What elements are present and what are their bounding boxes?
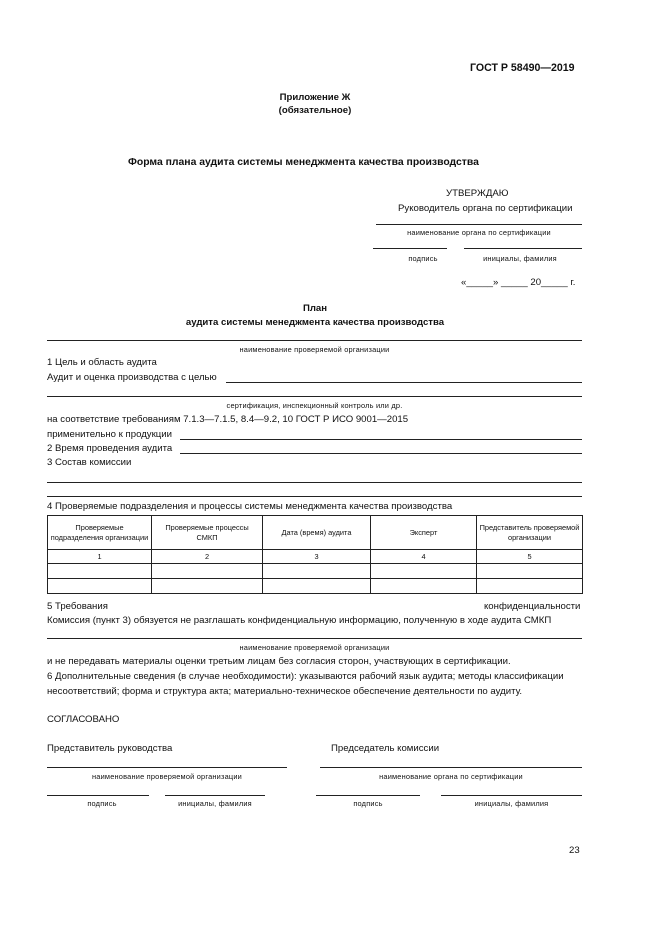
section-2-title: 2 Время проведения аудита <box>47 443 173 454</box>
agreed-left-sign-line <box>47 795 149 796</box>
agreed-right-sign-caption: подпись <box>353 799 383 808</box>
table-header-cell: Представитель проверяемой организации <box>477 516 583 550</box>
plan-subtitle: аудита системы менеджмента качества производства <box>185 317 445 328</box>
approve-sign-caption: подпись <box>408 254 438 263</box>
page-number: 23 <box>569 845 580 856</box>
agreed-left-sign-caption: подпись <box>87 799 117 808</box>
agreed-right-caption: наименование органа по сертификации <box>379 772 523 781</box>
approve-org-caption: наименование органа по сертификации <box>407 228 551 237</box>
agreed-left-name-caption: инициалы, фамилия <box>178 799 252 808</box>
agreed-right-name-line <box>441 795 582 796</box>
agreed-label: СОГЛАСОВАНО <box>47 714 120 725</box>
form-title: Форма плана аудита системы менеджмента качества производства <box>128 157 479 168</box>
section-1-title: 1 Цель и область аудита <box>47 357 157 368</box>
section-1-compliance: на соответствие требованиям 7.1.3—7.1.5, 8.4—9.2, 10 ГОСТ Р ИСО 9001—2015 <box>47 414 409 425</box>
approve-name-caption: инициалы, фамилия <box>483 254 557 263</box>
approve-sign-line <box>373 248 447 249</box>
table-row <box>48 579 583 594</box>
section-1-product-line <box>180 439 582 440</box>
agreed-left-role: Представитель руководства <box>47 743 173 754</box>
table-cell <box>263 564 371 579</box>
section-1-purpose-line <box>226 382 582 383</box>
section-1-purpose-line-2 <box>47 396 582 397</box>
table-cell <box>263 579 371 594</box>
agreed-right-org-line <box>320 767 582 768</box>
appendix-subtitle: (обязательное) <box>278 105 352 116</box>
appendix-title: Приложение Ж <box>279 92 351 103</box>
table-row <box>48 564 583 579</box>
section-2-line <box>180 453 582 454</box>
table-header-cell: Дата (время) аудита <box>263 516 371 550</box>
section-5-text: Комиссия (пункт 3) обязуется не разглашать конфиденциальную информацию, полученную в ходе аудита СМКП <box>47 615 552 626</box>
agreed-right-role: Председатель комиссии <box>331 743 440 754</box>
agreed-right-sign-line <box>316 795 420 796</box>
table-cell <box>477 579 583 594</box>
section-6-line-1: 6 Дополнительные сведения (в случае необходимости): указываются рабочий язык аудита; методы классификации <box>47 671 564 682</box>
section-1-text: Аудит и оценка производства с целью <box>47 372 217 383</box>
section-3-line-1 <box>47 482 582 483</box>
plan-org-line <box>47 340 582 341</box>
agreed-right-name-caption: инициалы, фамилия <box>474 799 549 808</box>
document-code: ГОСТ Р 58490—2019 <box>470 62 575 74</box>
section-5-word: конфиденциальности <box>484 601 581 612</box>
table-header-cell: Эксперт <box>371 516 477 550</box>
approve-name-line <box>464 248 582 249</box>
table-cell <box>48 579 152 594</box>
table-cell <box>152 564 263 579</box>
table-number-cell: 2 <box>152 550 263 564</box>
table-cell <box>152 579 263 594</box>
table-number-cell: 1 <box>48 550 152 564</box>
table-number-cell: 3 <box>263 550 371 564</box>
table-number-cell: 5 <box>477 550 583 564</box>
section-3-line-2 <box>47 496 582 497</box>
section-5-org-line <box>47 638 582 639</box>
table-number-cell: 4 <box>371 550 477 564</box>
agreed-left-caption: наименование проверяемой организации <box>92 772 242 781</box>
table-cell <box>48 564 152 579</box>
approve-role: Руководитель органа по сертификации <box>398 203 573 214</box>
plan-org-caption: наименование проверяемой организации <box>239 345 390 354</box>
table-cell <box>477 564 583 579</box>
section-1-product: применительно к продукции <box>47 429 172 440</box>
agreed-left-name-line <box>165 795 265 796</box>
approve-date: «_____» _____ 20_____ г. <box>461 277 576 288</box>
table-header-cell: Проверяемые процессы СМКП <box>152 516 263 550</box>
section-1-caption: сертификация, инспекционный контроль или др. <box>226 401 403 410</box>
section-6-line-2: несоответствий; форма и структура акта; материально-техническое обеспечение деятельности по аудиту. <box>47 686 523 697</box>
table-header-row <box>48 516 583 550</box>
section-3-title: 3 Состав комиссии <box>47 457 132 468</box>
section-5-text-2: и не передавать материалы оценки третьим лицам без согласия сторон, участвующих в сертификации. <box>47 656 511 667</box>
table-header-cell: Проверяемые подразделения организации <box>48 516 152 550</box>
section-5-caption: наименование проверяемой организации <box>239 643 390 652</box>
agreed-left-org-line <box>47 767 287 768</box>
audit-table <box>47 515 583 594</box>
section-5-title: 5 Требования <box>47 601 108 612</box>
table-number-row <box>48 550 583 564</box>
plan-title: План <box>302 303 328 314</box>
approve-org-line <box>376 224 582 225</box>
approve-label: УТВЕРЖДАЮ <box>446 188 509 199</box>
section-4-title: 4 Проверяемые подразделения и процессы системы менеджмента качества производства <box>47 501 453 512</box>
table-cell <box>371 564 477 579</box>
table-cell <box>371 579 477 594</box>
